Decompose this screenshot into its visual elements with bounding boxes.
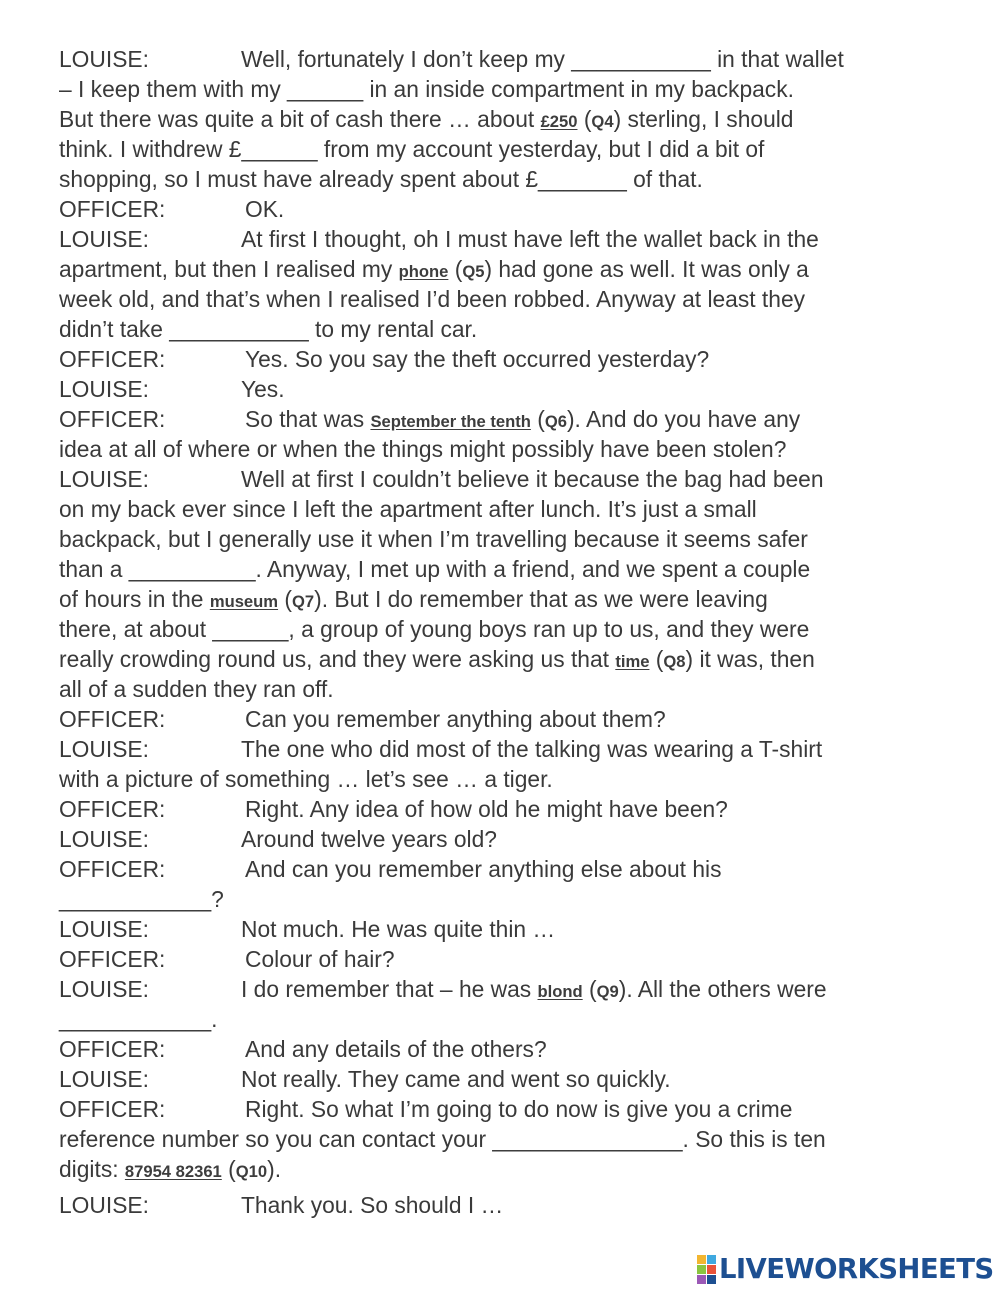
text-segment: apartment, but then I realised my — [59, 256, 399, 282]
dialogue-line — [59, 1094, 944, 1124]
speech-text — [241, 824, 497, 854]
logo-cell — [697, 1275, 706, 1284]
dialogue-line — [59, 194, 944, 224]
text-segment: ( — [582, 976, 597, 1002]
answer-underlined: blond — [537, 982, 583, 1001]
speech-text — [241, 44, 844, 74]
speaker-label: OFFICER: — [59, 196, 166, 222]
speaker-label: OFFICER: — [59, 1036, 166, 1062]
text-segment: OK. — [245, 196, 285, 222]
dialogue-continuation — [59, 1004, 944, 1034]
dialogue-line — [59, 734, 944, 764]
speaker-label: LOUISE: — [59, 916, 149, 942]
speaker-label: OFFICER: — [59, 1096, 166, 1122]
speaker-label: LOUISE: — [59, 976, 149, 1002]
dialogue-line — [59, 1190, 944, 1220]
text-segment: Not really. They came and went so quickly. — [241, 1066, 671, 1092]
speaker-label: OFFICER: — [59, 706, 166, 732]
speech-text — [241, 734, 822, 764]
text-segment: with a picture of something … let’s see … a tiger. — [59, 766, 553, 792]
text-segment: ). — [267, 1156, 282, 1182]
logo-wordmark: LIVEWORKSHEETS — [719, 1253, 994, 1285]
question-number: Q7 — [292, 592, 315, 611]
text-segment: The one who did most of the talking was wearing a T-shirt — [241, 736, 823, 762]
text-segment: ( — [577, 106, 592, 132]
answer-underlined: time — [615, 652, 650, 671]
dialogue-continuation — [59, 434, 944, 464]
dialogue-continuation — [59, 884, 944, 914]
text-segment: backpack, but I generally use it when I’m travelling because it seems safer — [59, 526, 808, 552]
speech-text — [245, 344, 709, 374]
answer-underlined: phone — [398, 262, 449, 281]
text-segment: I do remember that – he was — [241, 976, 538, 1002]
text-segment: And any details of the others? — [245, 1036, 547, 1062]
text-segment: on my back ever since I left the apartment after lunch. It’s just a small — [59, 496, 757, 522]
speaker-label: OFFICER: — [59, 796, 166, 822]
text-segment: And can you remember anything else about his — [245, 856, 722, 882]
dialogue-continuation — [59, 494, 944, 524]
dialogue-continuation — [59, 614, 944, 644]
speaker-label: LOUISE: — [59, 46, 149, 72]
speaker-label: LOUISE: — [59, 226, 149, 252]
text-segment: really crowding round us, and they were asking us that — [59, 646, 616, 672]
dialogue-line — [59, 854, 944, 884]
text-segment: Yes. — [241, 376, 285, 402]
dialogue-line — [59, 944, 944, 974]
dialogue-line — [59, 824, 944, 854]
speech-text — [245, 404, 800, 437]
dialogue-continuation — [59, 284, 944, 314]
text-segment: all of a sudden they ran off. — [59, 676, 334, 702]
dialogue-line — [59, 404, 944, 434]
text-segment: Around twelve years old? — [241, 826, 497, 852]
dialogue-continuation — [59, 644, 944, 674]
speech-text — [245, 194, 284, 224]
dialogue-line — [59, 1034, 944, 1064]
dialogue-continuation — [59, 674, 944, 704]
text-segment: Can you remember anything about them? — [245, 706, 666, 732]
text-segment: ( — [278, 586, 292, 612]
speech-text — [245, 704, 666, 734]
text-segment: Well at first I couldn’t believe it because the bag had been — [241, 466, 824, 492]
dialogue-continuation — [59, 164, 944, 194]
speech-text — [245, 1034, 547, 1064]
text-segment: think. I withdrew £______ from my account yesterday, but I did a bit of — [59, 136, 765, 162]
dialogue-continuation — [59, 584, 944, 614]
logo-cell — [697, 1255, 706, 1264]
text-segment: ) sterling, I should — [613, 106, 794, 132]
text-segment: ____________. — [59, 1006, 218, 1032]
dialogue-line — [59, 464, 944, 494]
speaker-label: OFFICER: — [59, 406, 166, 432]
logo-cell — [697, 1265, 706, 1274]
text-segment: ( — [530, 406, 545, 432]
text-segment: digits: — [59, 1156, 125, 1182]
speech-text — [241, 914, 555, 944]
speech-text — [241, 464, 824, 494]
text-segment: Colour of hair? — [245, 946, 395, 972]
text-segment: shopping, so I must have already spent about £_______ of that. — [59, 166, 703, 192]
dialogue-line — [59, 374, 944, 404]
dialogue-continuation — [59, 554, 944, 584]
dialogue-continuation — [59, 1154, 944, 1184]
answer-underlined: £250 — [540, 112, 578, 131]
dialogue-line — [59, 794, 944, 824]
dialogue-line — [59, 1064, 944, 1094]
logo-cell — [707, 1255, 716, 1264]
speech-text — [241, 1190, 503, 1220]
text-segment: ). All the others were — [618, 976, 827, 1002]
dialogue-continuation — [59, 524, 944, 554]
speech-text — [241, 1064, 671, 1094]
text-segment: ( — [649, 646, 664, 672]
speech-text — [245, 794, 728, 824]
question-number: Q5 — [462, 262, 485, 281]
dialogue-line — [59, 224, 944, 254]
text-segment: At first I thought, oh I must have left the wallet back in the — [241, 226, 819, 252]
speaker-label: OFFICER: — [59, 856, 166, 882]
worksheet-transcript — [59, 44, 944, 1220]
dialogue-line — [59, 974, 944, 1004]
text-segment: – I keep them with my ______ in an inside compartment in my backpack. — [59, 76, 794, 102]
text-segment: ). And do you have any — [566, 406, 801, 432]
text-segment: idea at all of where or when the things might possibly have been stolen? — [59, 436, 787, 462]
speech-text — [245, 1094, 792, 1124]
speaker-label: LOUISE: — [59, 736, 149, 762]
speaker-label: LOUISE: — [59, 1066, 149, 1092]
text-segment: ( — [221, 1156, 236, 1182]
text-segment: didn’t take ___________ to my rental car. — [59, 316, 478, 342]
text-segment: of hours in the — [59, 586, 210, 612]
answer-underlined: 87954 82361 — [124, 1162, 222, 1181]
speaker-label: LOUISE: — [59, 1192, 149, 1218]
dialogue-continuation — [59, 254, 944, 284]
dialogue-line — [59, 344, 944, 374]
text-segment: But there was quite a bit of cash there … about — [59, 106, 541, 132]
speech-text — [241, 374, 285, 404]
text-segment: than a __________. Anyway, I met up with a friend, and we spent a couple — [59, 556, 811, 582]
speaker-label: LOUISE: — [59, 466, 149, 492]
text-segment: Not much. He was quite thin … — [241, 916, 556, 942]
liveworksheets-logo — [697, 1252, 994, 1286]
dialogue-continuation — [59, 764, 944, 794]
logo-grid-icon — [697, 1255, 716, 1284]
question-number: Q6 — [544, 412, 567, 431]
logo-cell — [707, 1265, 716, 1274]
logo-cell — [707, 1275, 716, 1284]
text-segment: ) it was, then — [685, 646, 815, 672]
question-number: Q4 — [591, 112, 614, 131]
text-segment: Right. Any idea of how old he might have been? — [245, 796, 728, 822]
text-segment: reference number so you can contact your _______________. So this is ten — [59, 1126, 826, 1152]
speaker-label: LOUISE: — [59, 376, 149, 402]
speech-text — [241, 224, 819, 254]
dialogue-line — [59, 44, 944, 74]
dialogue-continuation — [59, 74, 944, 104]
speech-text — [245, 854, 722, 884]
dialogue-continuation — [59, 1124, 944, 1154]
text-segment: ____________? — [59, 886, 224, 912]
text-segment: ) had gone as well. It was only a — [484, 256, 809, 282]
question-number: Q9 — [596, 982, 619, 1001]
speaker-label: OFFICER: — [59, 346, 166, 372]
text-segment: Right. So what I’m going to do now is give you a crime — [245, 1096, 793, 1122]
text-segment: ( — [448, 256, 463, 282]
text-segment: Thank you. So should I … — [241, 1192, 504, 1218]
text-segment: Well, fortunately I don’t keep my ___________ in that wallet — [241, 46, 844, 72]
dialogue-continuation — [59, 134, 944, 164]
dialogue-line — [59, 704, 944, 734]
dialogue-continuation — [59, 104, 944, 134]
answer-underlined: September the tenth — [370, 412, 531, 431]
question-number: Q10 — [235, 1162, 268, 1181]
dialogue-line — [59, 914, 944, 944]
text-segment: Yes. So you say the theft occurred yesterday? — [245, 346, 710, 372]
speech-text — [245, 944, 395, 974]
answer-underlined: museum — [209, 592, 279, 611]
text-segment: week old, and that’s when I realised I’d been robbed. Anyway at least they — [59, 286, 806, 312]
speech-text — [241, 974, 827, 1007]
speaker-label: LOUISE: — [59, 826, 149, 852]
question-number: Q8 — [663, 652, 686, 671]
speaker-label: OFFICER: — [59, 946, 166, 972]
text-segment: there, at about ______, a group of young boys ran up to us, and they were — [59, 616, 810, 642]
text-segment: ). But I do remember that as we were leaving — [314, 586, 768, 612]
dialogue-continuation — [59, 314, 944, 344]
text-segment: So that was — [245, 406, 371, 432]
